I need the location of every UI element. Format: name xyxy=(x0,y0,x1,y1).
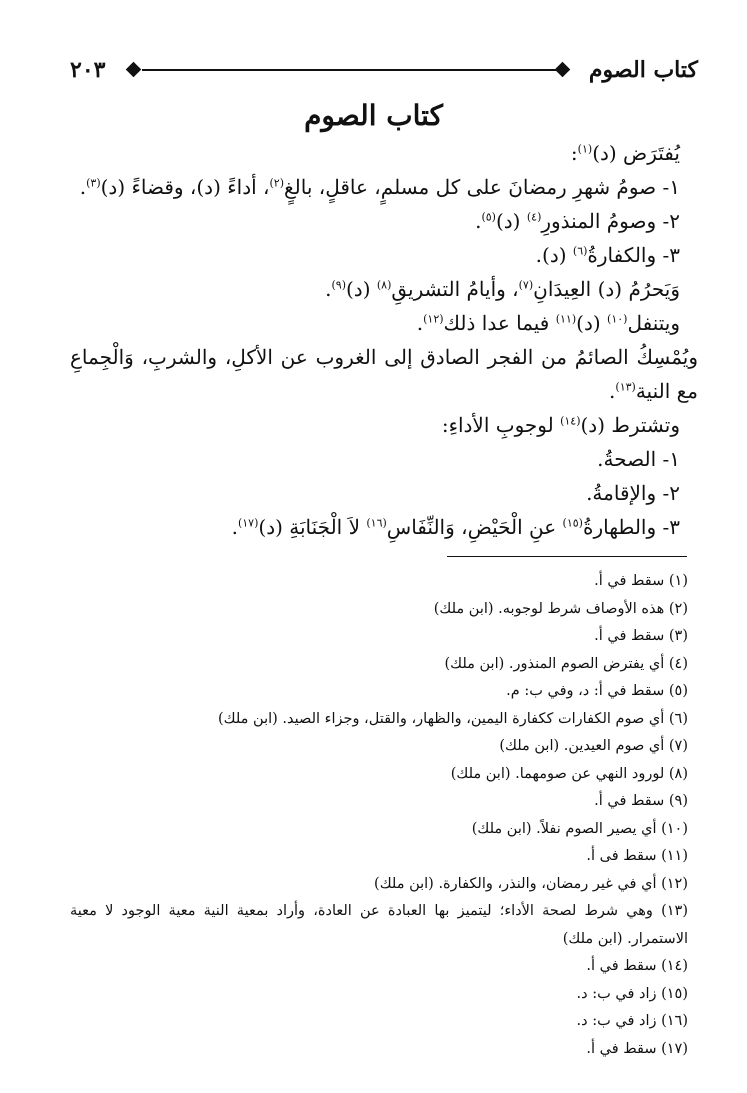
running-title: كتاب الصوم xyxy=(588,57,698,83)
page-number: ٢٠٣ xyxy=(70,57,106,83)
text-line: ٣- والطهارةُ$^{(١٥)}$ عنِ الْحَيْضِ، وَالنِّفَاسِ$^{(١٦)}$ لاَ الْجَنَابَةِ (د)$^{(١٧)}$. xyxy=(231,515,680,539)
text-line: ١- صومُ شهرِ رمضانَ على كل مسلمٍ، عاقلٍ، بالغٍ$^{(٢)}$، أداءً (د)، وقضاءً (د)$^{(٣)}$. xyxy=(79,175,680,199)
diamond-ornament-right xyxy=(555,62,571,78)
footnote: (١١) سقط فى أ. xyxy=(586,848,688,864)
header-rule xyxy=(142,69,556,71)
text-line: ويتنفل$^{(١٠)}$ (د)$^{(١١)}$ فيما عدا ذلك$^{(١٢)}$. xyxy=(416,311,680,335)
footnote: (١٠) أي يصير الصوم نفلاً. (ابن ملك) xyxy=(471,820,688,837)
footnote: (٣) سقط في أ. xyxy=(594,628,688,644)
text-line: ١- الصحةُ. xyxy=(597,447,680,471)
footnote-separator xyxy=(447,556,687,557)
footnote: (١٦) زاد في ب: د. xyxy=(576,1013,688,1029)
footnote: (١٢) أي في غير رمضان، والنذر، والكفارة. (ابن ملك) xyxy=(374,875,688,892)
footnotes xyxy=(70,568,688,1063)
text-line: وتشترط (د)$^{(١٤)}$ لوجوبِ الأداءِ: xyxy=(441,413,680,437)
text-line: ٣- والكفارةُ$^{(٦)}$ (د). xyxy=(535,243,680,267)
text-line: ٢- والإقامةُ. xyxy=(586,481,680,505)
footnote: (١٧) سقط في أ. xyxy=(586,1040,688,1057)
footnote: (٩) سقط في أ. xyxy=(594,793,688,809)
chapter-title: كتاب الصوم xyxy=(304,99,443,132)
diamond-ornament-left xyxy=(126,62,142,78)
footnote: (٨) لورود النهي عن صومهما. (ابن ملك) xyxy=(450,765,688,782)
footnote: (١٤) سقط في أ. xyxy=(586,958,688,974)
footnote: (٥) سقط في أ: د، وفي ب: م. xyxy=(506,683,688,699)
text-line: يُفتَرَض (د)$^{(١)}$: xyxy=(570,141,680,165)
main-text xyxy=(70,136,698,544)
running-header xyxy=(70,56,698,84)
footnote: (٧) أي صوم العيدين. (ابن ملك) xyxy=(499,738,688,754)
footnote: (٦) أي صوم الكفارات ككفارة اليمين، والظهار، والقتل، وجزاء الصيد. (ابن ملك) xyxy=(217,710,688,727)
text-line: وَيَحرُمُ (د) العِيدَانِ$^{(٧)}$، وأيامُ التشريقِ$^{(٨)}$ (د)$^{(٩)}$. xyxy=(325,277,680,301)
text-line: ٢- وصومُ المنذورِ$^{(٤)}$ (د)$^{(٥)}$. xyxy=(475,209,680,233)
footnote: (١٣) وهي شرط لصحة الأداء؛ ليتميز بها العبادة عن العادة، وأراد بمعية النية معية الوجود لا معية الاستمرار. (ابن ملك) xyxy=(70,903,688,947)
text-paragraph: ويُمْسِكُ الصائمُ من الفجر الصادق إلى الغروب عن الأكلِ، والشربِ، وَالْجِماعِ مع النية$^{(١٣)}$. xyxy=(70,345,698,403)
footnote: (١) سقط في أ. xyxy=(594,573,688,589)
footnote: (٤) أي يفترض الصوم المنذور. (ابن ملك) xyxy=(444,655,688,672)
footnote: (١٥) زاد في ب: د. xyxy=(576,985,688,1002)
footnote: (٢) هذه الأوصاف شرط لوجوبه. (ابن ملك) xyxy=(433,600,688,617)
